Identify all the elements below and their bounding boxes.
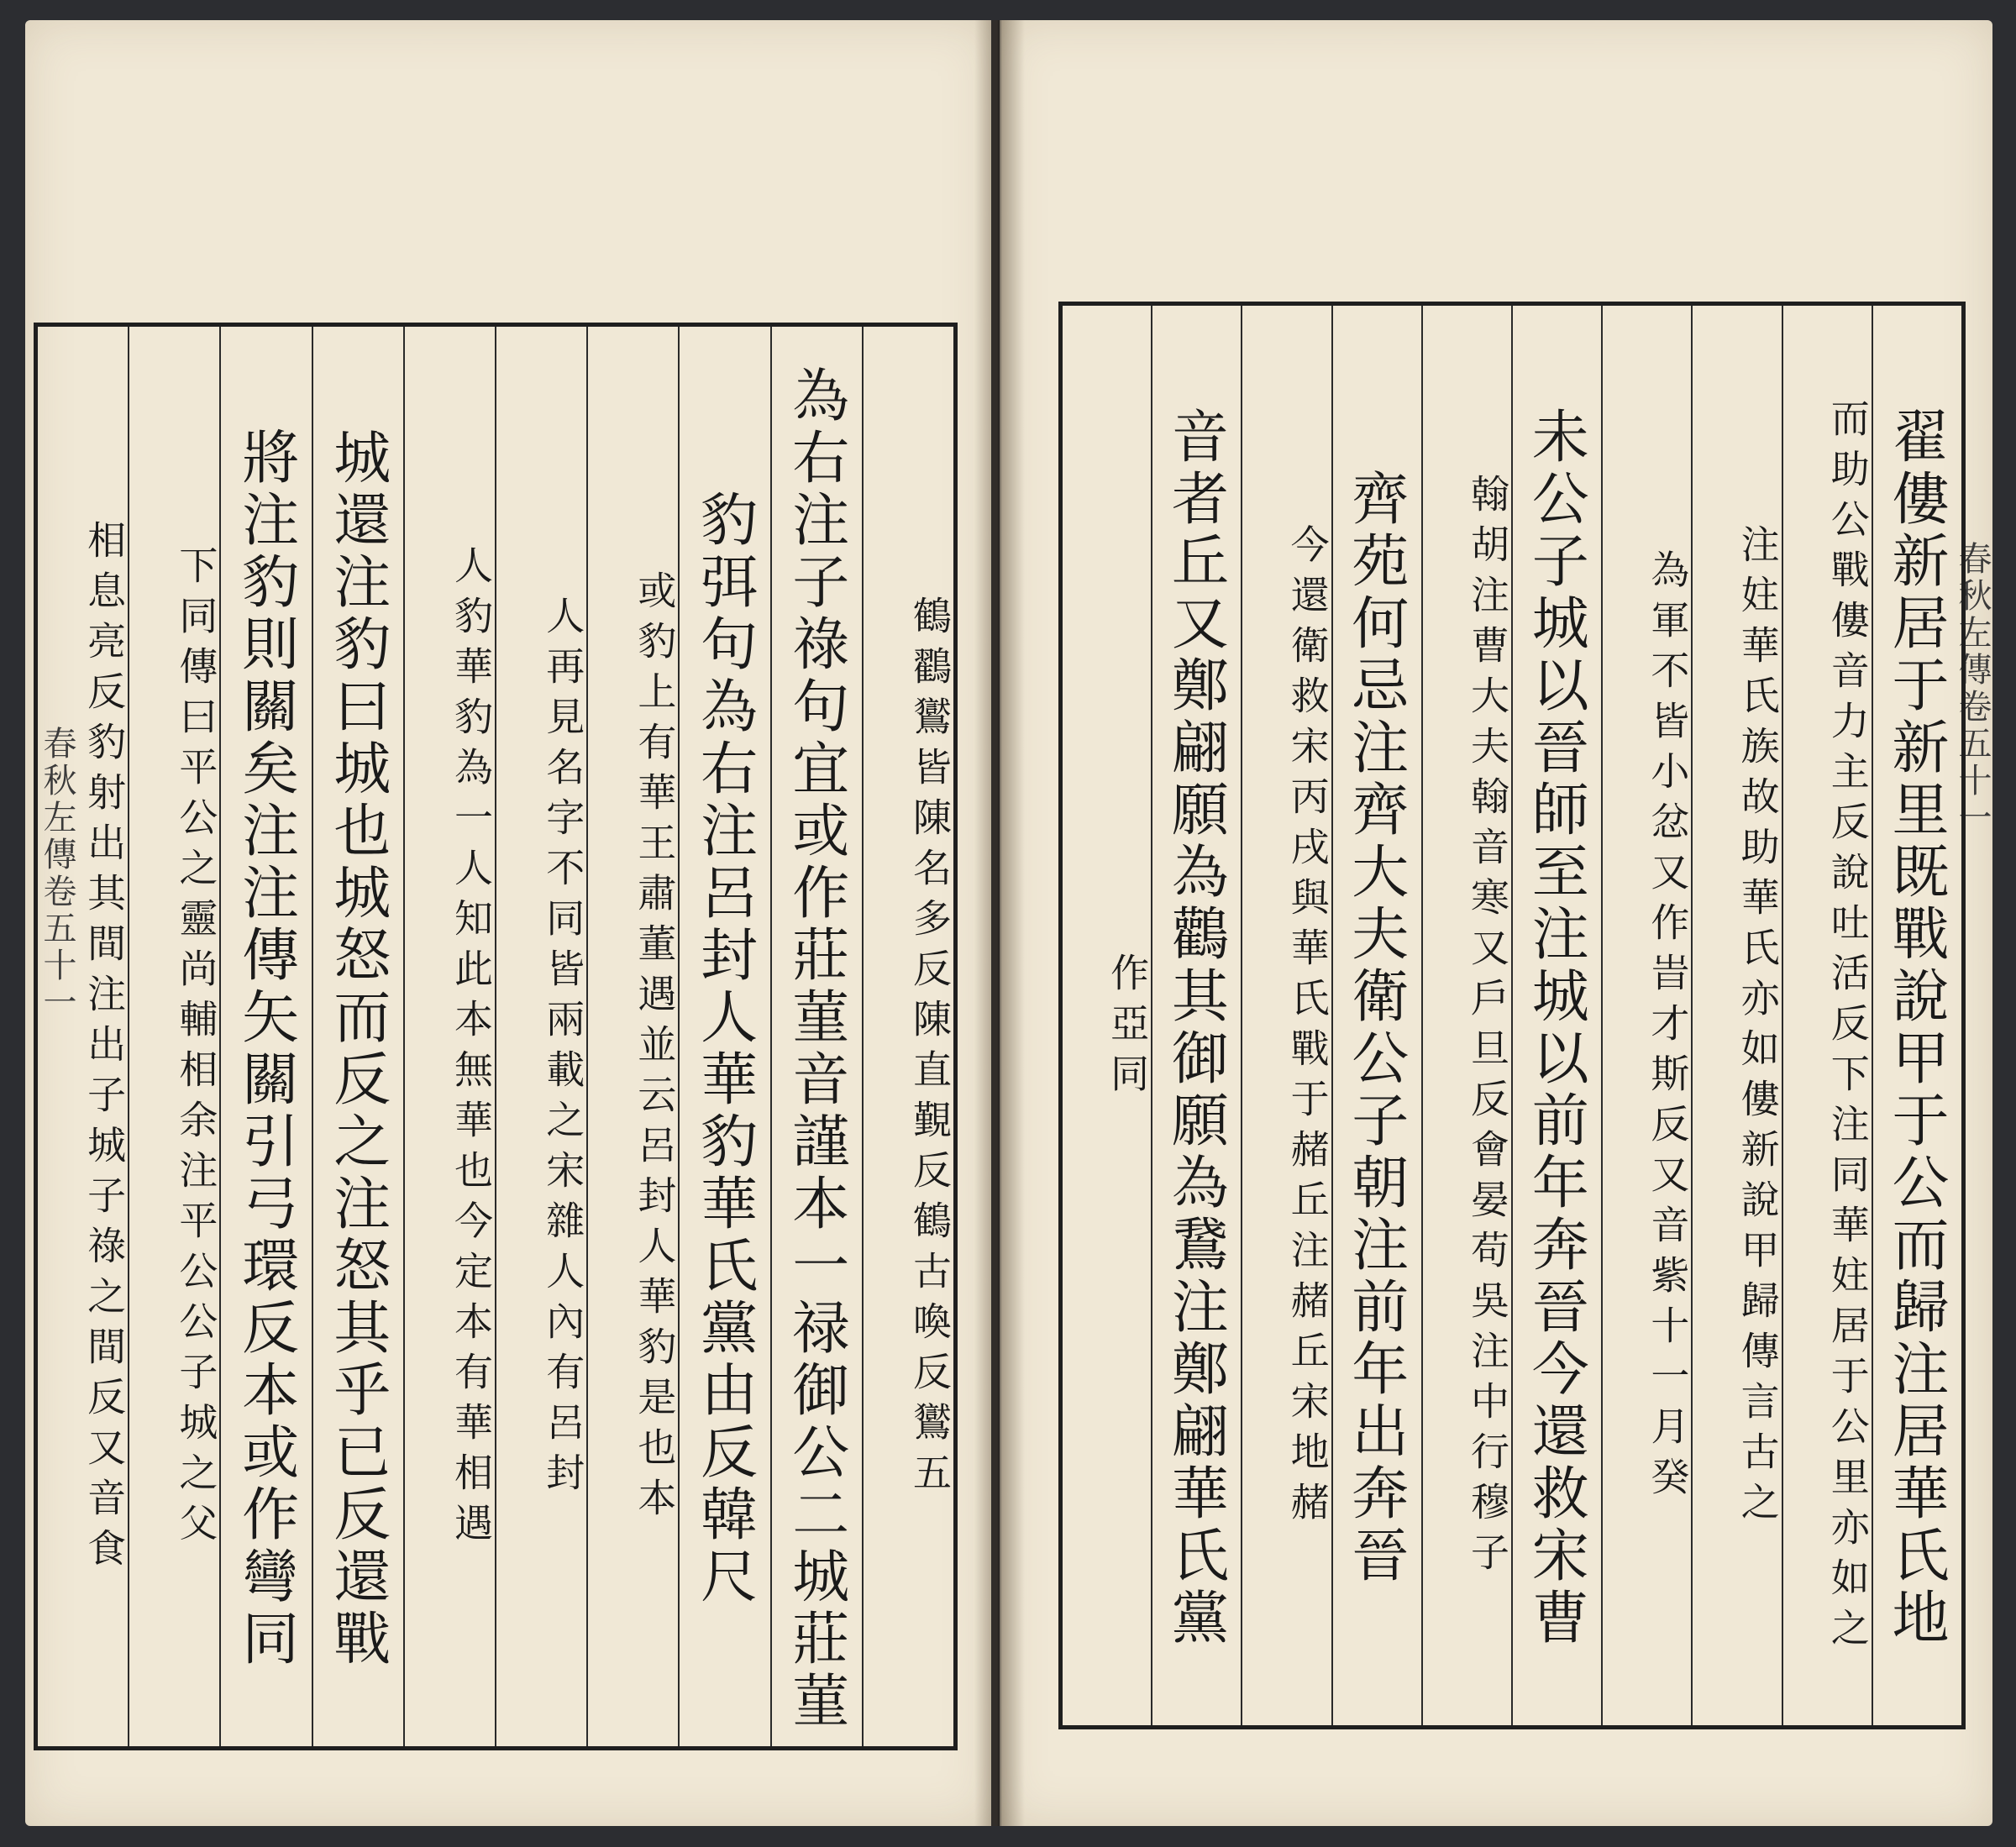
left-page-edge-label: 春秋左傳卷五十一	[38, 726, 76, 1021]
left-column-7: 城還注豹曰城也城怒而反之注怒其乎已反還戰	[312, 327, 403, 1746]
left-page-text-frame	[34, 323, 958, 1750]
left-column-5: 人再見名字不同皆兩載之宋雜人內有呂封	[495, 327, 586, 1746]
left-column-1: 鶴鸐鸑皆陳名多反陳直覲反鶴古喚反鸑五	[862, 327, 953, 1746]
right-column-9: 音者丘又鄭翩願為鸛其御願為鵞注鄭翩華氏黨	[1151, 306, 1241, 1725]
left-column-2: 為右注子祿句宜或作莊菫音謹本一禄御公二城莊菫	[770, 327, 862, 1746]
right-page-edge-label: 春秋左傳卷五十一	[1953, 541, 1992, 837]
right-column-7: 齊苑何忌注齊大夫衛公子朝注前年出奔晉	[1331, 306, 1421, 1725]
left-column-9: 下同傳曰平公之靈尚輔相余注平公公子城之父	[128, 327, 219, 1746]
right-page	[1000, 20, 1992, 1826]
right-column-5: 未公子城以晉師至注城以前年奔晉今還救宋曹	[1511, 306, 1601, 1725]
left-page	[25, 20, 991, 1826]
right-column-2: 而助公戰僂音力主反說吐活反下注同華妵居于公里亦如之	[1782, 306, 1872, 1725]
right-column-3: 注妵華氏族故助華氏亦如僂新說甲歸傳言古之	[1691, 306, 1781, 1725]
right-column-1: 翟僂新居于新里既戰說甲于公而歸注居華氏地	[1872, 306, 1961, 1725]
left-column-10: 相息亮反豹射出其間注出子城子祿之間反又音食	[81, 520, 128, 1578]
left-column-3: 豹弭句為右注呂封人華豹華氏黨由反韓尺	[678, 327, 769, 1746]
left-column-6: 人豹華豹為一人知此本無華也今定本有華相遇	[403, 327, 495, 1746]
left-column-8: 將注豹則關矣注注傳矢關引弓環反本或作彎同	[219, 327, 311, 1746]
book-gutter	[974, 20, 1025, 1826]
right-page-text-frame	[1058, 302, 1966, 1729]
left-column-4: 或豹上有華王肅董遇並云呂封人華豹是也本	[586, 327, 678, 1746]
right-column-6: 翰胡注曹大夫翰音寒又戶旦反會晏苟吳注中行穆子	[1421, 306, 1511, 1725]
right-column-4: 為軍不皆小忿又作旹才斯反又音紫十一月癸	[1601, 306, 1691, 1725]
right-column-8: 今還衛救宋丙戌與華氏戰于赭丘注赭丘宋地赭	[1241, 306, 1331, 1725]
right-column-10: 作亞同	[1105, 952, 1151, 1104]
